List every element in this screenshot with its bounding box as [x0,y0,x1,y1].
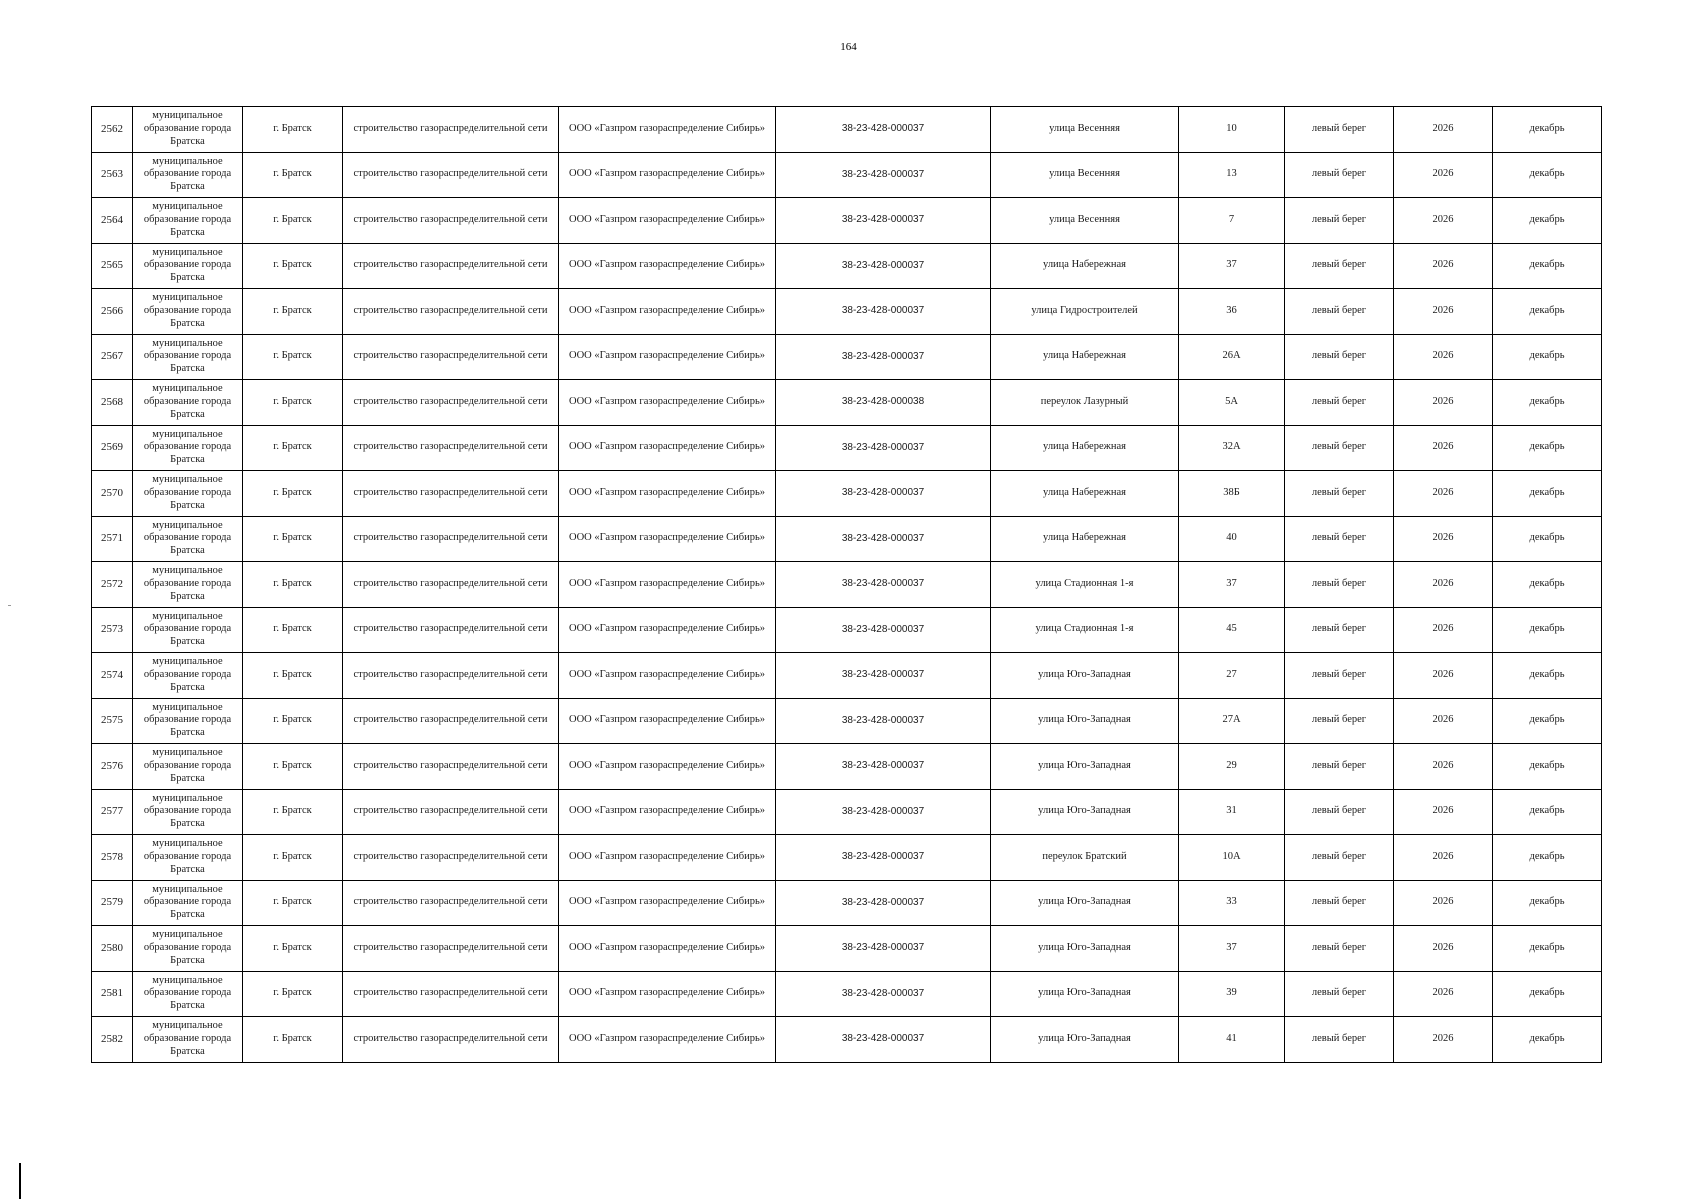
object-code-cell: 38-23-428-000037 [776,744,991,790]
house-number-cell: 37 [1179,562,1285,608]
work-type-cell: строительство газораспределительной сети [343,198,559,244]
organization-cell: ООО «Газпром газораспределение Сибирь» [559,152,776,198]
month-cell: декабрь [1493,334,1602,380]
month-cell: декабрь [1493,1017,1602,1063]
street-cell: улица Стадионная 1-я [991,607,1179,653]
work-type-cell: строительство газораспределительной сети [343,607,559,653]
object-code-cell: 38-23-428-000037 [776,152,991,198]
table-row [92,243,1602,289]
river-bank-cell: левый берег [1285,198,1394,244]
table-row [92,471,1602,517]
work-type-cell: строительство газораспределительной сети [343,789,559,835]
river-bank-cell: левый берег [1285,653,1394,699]
month-cell: декабрь [1493,789,1602,835]
table-row [92,380,1602,426]
year-cell: 2026 [1394,516,1493,562]
municipality-cell: муниципальное образование города Братска [133,835,243,881]
river-bank-cell: левый берег [1285,1017,1394,1063]
organization-cell: ООО «Газпром газораспределение Сибирь» [559,789,776,835]
house-number-cell: 27 [1179,653,1285,699]
street-cell: переулок Братский [991,835,1179,881]
organization-cell: ООО «Газпром газораспределение Сибирь» [559,835,776,881]
river-bank-cell: левый берег [1285,516,1394,562]
work-type-cell: строительство газораспределительной сети [343,152,559,198]
street-cell: улица Юго-Западная [991,653,1179,699]
organization-cell: ООО «Газпром газораспределение Сибирь» [559,880,776,926]
row-number: 2567 [92,334,133,380]
row-number: 2580 [92,926,133,972]
city-cell: г. Братск [243,289,343,335]
row-number: 2568 [92,380,133,426]
row-number: 2571 [92,516,133,562]
month-cell: декабрь [1493,835,1602,881]
river-bank-cell: левый берег [1285,744,1394,790]
year-cell: 2026 [1394,243,1493,289]
municipality-cell: муниципальное образование города Братска [133,289,243,335]
month-cell: декабрь [1493,926,1602,972]
organization-cell: ООО «Газпром газораспределение Сибирь» [559,334,776,380]
river-bank-cell: левый берег [1285,835,1394,881]
organization-cell: ООО «Газпром газораспределение Сибирь» [559,607,776,653]
year-cell: 2026 [1394,107,1493,153]
work-type-cell: строительство газораспределительной сети [343,880,559,926]
street-cell: улица Юго-Западная [991,926,1179,972]
table-row [92,198,1602,244]
month-cell: декабрь [1493,653,1602,699]
organization-cell: ООО «Газпром газораспределение Сибирь» [559,198,776,244]
organization-cell: ООО «Газпром газораспределение Сибирь» [559,380,776,426]
river-bank-cell: левый берег [1285,880,1394,926]
row-number: 2563 [92,152,133,198]
object-code-cell: 38-23-428-000037 [776,926,991,972]
row-number: 2566 [92,289,133,335]
city-cell: г. Братск [243,971,343,1017]
row-number: 2581 [92,971,133,1017]
municipality-cell: муниципальное образование города Братска [133,380,243,426]
house-number-cell: 5А [1179,380,1285,426]
river-bank-cell: левый берег [1285,562,1394,608]
row-number: 2573 [92,607,133,653]
object-code-cell: 38-23-428-000037 [776,835,991,881]
year-cell: 2026 [1394,789,1493,835]
street-cell: переулок Лазурный [991,380,1179,426]
street-cell: улица Набережная [991,425,1179,471]
work-type-cell: строительство газораспределительной сети [343,380,559,426]
work-type-cell: строительство газораспределительной сети [343,289,559,335]
month-cell: декабрь [1493,971,1602,1017]
year-cell: 2026 [1394,471,1493,517]
work-type-cell: строительство газораспределительной сети [343,107,559,153]
street-cell: улица Юго-Западная [991,880,1179,926]
city-cell: г. Братск [243,334,343,380]
city-cell: г. Братск [243,562,343,608]
organization-cell: ООО «Газпром газораспределение Сибирь» [559,744,776,790]
municipality-cell: муниципальное образование города Братска [133,152,243,198]
table-row [92,1017,1602,1063]
work-type-cell: строительство газораспределительной сети [343,698,559,744]
city-cell: г. Братск [243,880,343,926]
street-cell: улица Стадионная 1-я [991,562,1179,608]
month-cell: декабрь [1493,471,1602,517]
municipality-cell: муниципальное образование города Братска [133,198,243,244]
year-cell: 2026 [1394,198,1493,244]
object-code-cell: 38-23-428-000037 [776,198,991,244]
object-code-cell: 38-23-428-000037 [776,698,991,744]
object-code-cell: 38-23-428-000037 [776,243,991,289]
work-type-cell: строительство газораспределительной сети [343,425,559,471]
table-row [92,789,1602,835]
table-row [92,880,1602,926]
year-cell: 2026 [1394,562,1493,608]
row-number: 2576 [92,744,133,790]
city-cell: г. Братск [243,835,343,881]
row-number: 2575 [92,698,133,744]
table-row [92,334,1602,380]
object-code-cell: 38-23-428-000037 [776,334,991,380]
street-cell: улица Весенняя [991,198,1179,244]
organization-cell: ООО «Газпром газораспределение Сибирь» [559,971,776,1017]
row-number: 2562 [92,107,133,153]
street-cell: улица Весенняя [991,107,1179,153]
city-cell: г. Братск [243,653,343,699]
house-number-cell: 29 [1179,744,1285,790]
month-cell: декабрь [1493,289,1602,335]
month-cell: декабрь [1493,698,1602,744]
row-number: 2572 [92,562,133,608]
organization-cell: ООО «Газпром газораспределение Сибирь» [559,562,776,608]
table-row [92,971,1602,1017]
municipality-cell: муниципальное образование города Братска [133,653,243,699]
work-type-cell: строительство газораспределительной сети [343,471,559,517]
street-cell: улица Юго-Западная [991,698,1179,744]
table-row [92,107,1602,153]
object-code-cell: 38-23-428-000038 [776,380,991,426]
object-code-cell: 38-23-428-000037 [776,1017,991,1063]
work-type-cell: строительство газораспределительной сети [343,1017,559,1063]
work-type-cell: строительство газораспределительной сети [343,744,559,790]
row-number: 2574 [92,653,133,699]
city-cell: г. Братск [243,1017,343,1063]
year-cell: 2026 [1394,607,1493,653]
municipality-cell: муниципальное образование города Братска [133,926,243,972]
municipality-cell: муниципальное образование города Братска [133,425,243,471]
street-cell: улица Набережная [991,243,1179,289]
margin-mark [19,1163,21,1199]
year-cell: 2026 [1394,835,1493,881]
object-code-cell: 38-23-428-000037 [776,607,991,653]
house-number-cell: 37 [1179,926,1285,972]
table-row [92,698,1602,744]
year-cell: 2026 [1394,653,1493,699]
object-code-cell: 38-23-428-000037 [776,971,991,1017]
year-cell: 2026 [1394,880,1493,926]
street-cell: улица Юго-Западная [991,789,1179,835]
organization-cell: ООО «Газпром газораспределение Сибирь» [559,516,776,562]
municipality-cell: муниципальное образование города Братска [133,1017,243,1063]
scan-dot [8,605,11,606]
municipality-cell: муниципальное образование города Братска [133,516,243,562]
work-type-cell: строительство газораспределительной сети [343,835,559,881]
street-cell: улица Набережная [991,334,1179,380]
city-cell: г. Братск [243,380,343,426]
river-bank-cell: левый берег [1285,289,1394,335]
municipality-cell: муниципальное образование города Братска [133,562,243,608]
city-cell: г. Братск [243,698,343,744]
river-bank-cell: левый берег [1285,607,1394,653]
object-code-cell: 38-23-428-000037 [776,562,991,608]
month-cell: декабрь [1493,744,1602,790]
house-number-cell: 33 [1179,880,1285,926]
year-cell: 2026 [1394,926,1493,972]
city-cell: г. Братск [243,471,343,517]
street-cell: улица Юго-Западная [991,744,1179,790]
row-number: 2570 [92,471,133,517]
river-bank-cell: левый берег [1285,471,1394,517]
object-code-cell: 38-23-428-000037 [776,789,991,835]
work-type-cell: строительство газораспределительной сети [343,334,559,380]
city-cell: г. Братск [243,926,343,972]
river-bank-cell: левый берег [1285,243,1394,289]
month-cell: декабрь [1493,425,1602,471]
house-number-cell: 38Б [1179,471,1285,517]
house-number-cell: 13 [1179,152,1285,198]
page-number: 164 [840,41,857,53]
year-cell: 2026 [1394,334,1493,380]
organization-cell: ООО «Газпром газораспределение Сибирь» [559,653,776,699]
row-number: 2565 [92,243,133,289]
municipality-cell: муниципальное образование города Братска [133,971,243,1017]
month-cell: декабрь [1493,152,1602,198]
organization-cell: ООО «Газпром газораспределение Сибирь» [559,243,776,289]
organization-cell: ООО «Газпром газораспределение Сибирь» [559,698,776,744]
row-number: 2564 [92,198,133,244]
house-number-cell: 10А [1179,835,1285,881]
house-number-cell: 7 [1179,198,1285,244]
organization-cell: ООО «Газпром газораспределение Сибирь» [559,289,776,335]
river-bank-cell: левый берег [1285,789,1394,835]
house-number-cell: 26А [1179,334,1285,380]
table-row [92,289,1602,335]
object-code-cell: 38-23-428-000037 [776,425,991,471]
river-bank-cell: левый берег [1285,971,1394,1017]
month-cell: декабрь [1493,198,1602,244]
month-cell: декабрь [1493,562,1602,608]
house-number-cell: 45 [1179,607,1285,653]
year-cell: 2026 [1394,289,1493,335]
city-cell: г. Братск [243,243,343,289]
month-cell: декабрь [1493,607,1602,653]
object-code-cell: 38-23-428-000037 [776,653,991,699]
house-number-cell: 32А [1179,425,1285,471]
work-type-cell: строительство газораспределительной сети [343,562,559,608]
municipality-cell: муниципальное образование города Братска [133,607,243,653]
table-row [92,607,1602,653]
city-cell: г. Братск [243,744,343,790]
house-number-cell: 27А [1179,698,1285,744]
year-cell: 2026 [1394,152,1493,198]
table-row [92,653,1602,699]
river-bank-cell: левый берег [1285,698,1394,744]
municipality-cell: муниципальное образование города Братска [133,107,243,153]
organization-cell: ООО «Газпром газораспределение Сибирь» [559,926,776,972]
table-row [92,516,1602,562]
river-bank-cell: левый берег [1285,380,1394,426]
month-cell: декабрь [1493,107,1602,153]
registry-rows [92,107,1602,1063]
year-cell: 2026 [1394,380,1493,426]
work-type-cell: строительство газораспределительной сети [343,926,559,972]
municipality-cell: муниципальное образование города Братска [133,789,243,835]
house-number-cell: 41 [1179,1017,1285,1063]
city-cell: г. Братск [243,516,343,562]
street-cell: улица Набережная [991,516,1179,562]
year-cell: 2026 [1394,744,1493,790]
object-code-cell: 38-23-428-000037 [776,107,991,153]
row-number: 2569 [92,425,133,471]
municipality-cell: муниципальное образование города Братска [133,698,243,744]
house-number-cell: 37 [1179,243,1285,289]
river-bank-cell: левый берег [1285,107,1394,153]
house-number-cell: 10 [1179,107,1285,153]
municipality-cell: муниципальное образование города Братска [133,334,243,380]
municipality-cell: муниципальное образование города Братска [133,471,243,517]
house-number-cell: 31 [1179,789,1285,835]
street-cell: улица Весенняя [991,152,1179,198]
work-type-cell: строительство газораспределительной сети [343,653,559,699]
river-bank-cell: левый берег [1285,152,1394,198]
table-row [92,425,1602,471]
row-number: 2578 [92,835,133,881]
month-cell: декабрь [1493,243,1602,289]
object-code-cell: 38-23-428-000037 [776,471,991,517]
object-code-cell: 38-23-428-000037 [776,516,991,562]
month-cell: декабрь [1493,380,1602,426]
object-code-cell: 38-23-428-000037 [776,289,991,335]
table-row [92,744,1602,790]
object-code-cell: 38-23-428-000037 [776,880,991,926]
year-cell: 2026 [1394,971,1493,1017]
street-cell: улица Юго-Западная [991,971,1179,1017]
street-cell: улица Юго-Западная [991,1017,1179,1063]
house-number-cell: 40 [1179,516,1285,562]
registry-table [91,106,1602,1063]
city-cell: г. Братск [243,789,343,835]
year-cell: 2026 [1394,425,1493,471]
city-cell: г. Братск [243,425,343,471]
work-type-cell: строительство газораспределительной сети [343,516,559,562]
month-cell: декабрь [1493,880,1602,926]
street-cell: улица Набережная [991,471,1179,517]
river-bank-cell: левый берег [1285,334,1394,380]
street-cell: улица Гидростроителей [991,289,1179,335]
municipality-cell: муниципальное образование города Братска [133,880,243,926]
city-cell: г. Братск [243,107,343,153]
river-bank-cell: левый берег [1285,425,1394,471]
row-number: 2577 [92,789,133,835]
organization-cell: ООО «Газпром газораспределение Сибирь» [559,107,776,153]
row-number: 2579 [92,880,133,926]
year-cell: 2026 [1394,1017,1493,1063]
organization-cell: ООО «Газпром газораспределение Сибирь» [559,1017,776,1063]
organization-cell: ООО «Газпром газораспределение Сибирь» [559,425,776,471]
city-cell: г. Братск [243,152,343,198]
row-number: 2582 [92,1017,133,1063]
city-cell: г. Братск [243,198,343,244]
month-cell: декабрь [1493,516,1602,562]
house-number-cell: 39 [1179,971,1285,1017]
year-cell: 2026 [1394,698,1493,744]
table-row [92,926,1602,972]
table-row [92,152,1602,198]
municipality-cell: муниципальное образование города Братска [133,744,243,790]
river-bank-cell: левый берег [1285,926,1394,972]
organization-cell: ООО «Газпром газораспределение Сибирь» [559,471,776,517]
table-row [92,562,1602,608]
work-type-cell: строительство газораспределительной сети [343,243,559,289]
city-cell: г. Братск [243,607,343,653]
table-row [92,835,1602,881]
work-type-cell: строительство газораспределительной сети [343,971,559,1017]
house-number-cell: 36 [1179,289,1285,335]
municipality-cell: муниципальное образование города Братска [133,243,243,289]
